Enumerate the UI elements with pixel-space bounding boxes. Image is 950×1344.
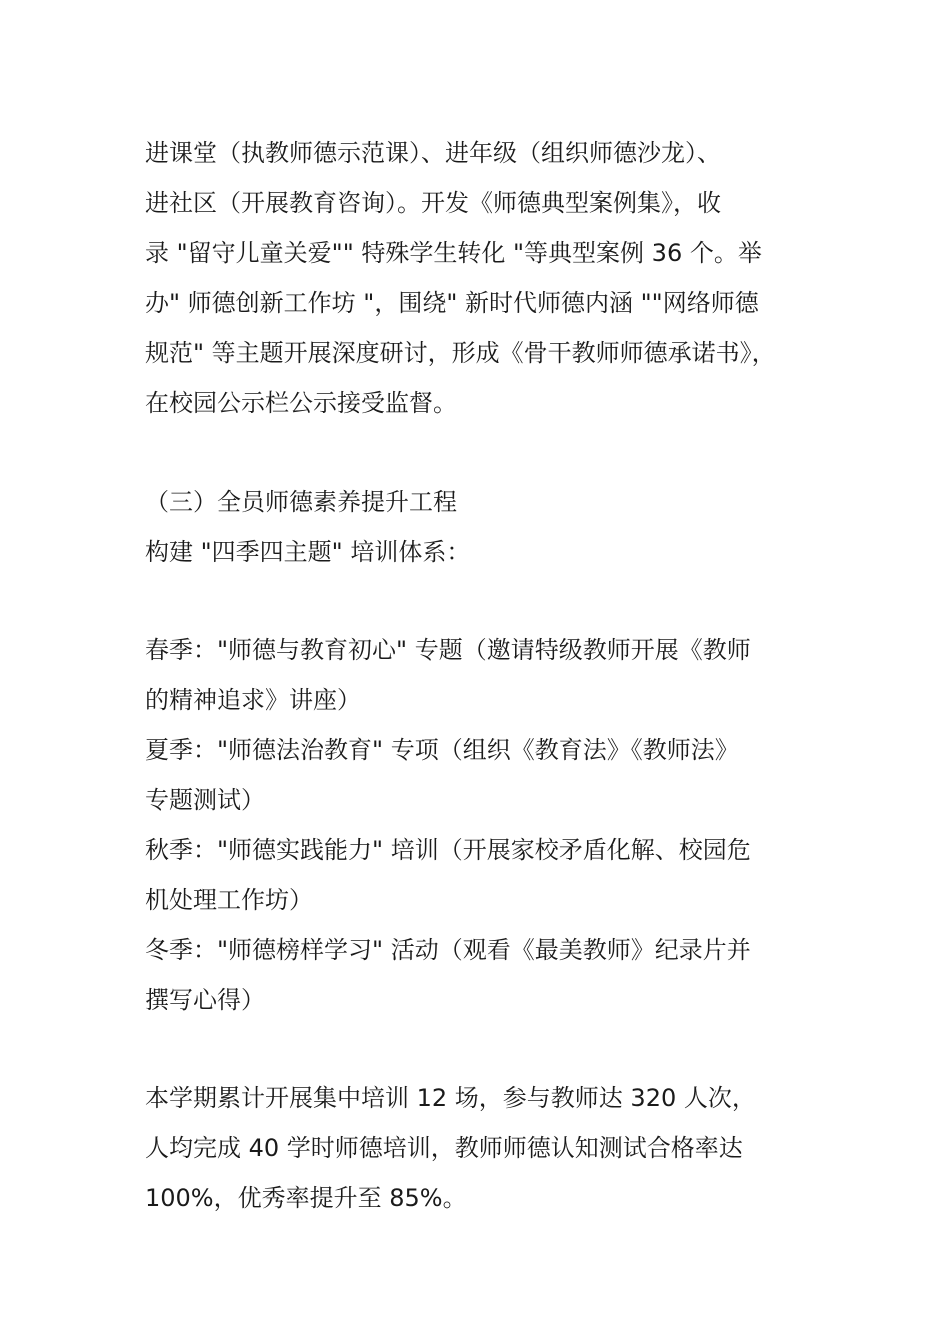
paragraph-line: 进社区（开展教育咨询）。开发《师德典型案例集》，收 bbox=[145, 189, 721, 217]
paragraph-line: 100%，优秀率提升至 85%。 bbox=[145, 1184, 467, 1212]
stats-paragraph bbox=[145, 1073, 845, 1223]
autumn-item-line: 秋季："师德实践能力" 培训（开展家校矛盾化解、校园危 bbox=[145, 836, 751, 864]
spring-item-line: 春季："师德与教育初心" 专题（邀请特级教师开展《教师 bbox=[145, 636, 751, 664]
paragraph-line: 录 "留守儿童关爱"" 特殊学生转化 "等典型案例 36 个。举 bbox=[145, 239, 762, 267]
spring-item-line: 的精神追求》讲座） bbox=[145, 686, 361, 714]
winter-item-line: 撰写心得） bbox=[145, 986, 265, 1014]
section-heading: （三）全员师德素养提升工程 bbox=[145, 488, 457, 516]
winter-item-line: 冬季："师德榜样学习" 活动（观看《最美教师》纪录片并 bbox=[145, 936, 751, 964]
paragraph-line: 规范" 等主题开展深度研讨，形成《骨干教师师德承诺书》， bbox=[145, 339, 776, 367]
section-intro: 构建 "四季四主题" 培训体系： bbox=[145, 538, 471, 566]
summer-item-line: 夏季："师德法治教育" 专项（组织《教育法》《教师法》 bbox=[145, 736, 739, 764]
section-three bbox=[145, 477, 845, 577]
season-training-list bbox=[145, 625, 845, 1025]
paragraph-line: 进课堂（执教师德示范课）、进年级（组织师德沙龙）、 bbox=[145, 139, 721, 167]
paragraph-line: 在校园公示栏公示接受监督。 bbox=[145, 389, 457, 417]
summer-item-line: 专题测试） bbox=[145, 786, 265, 814]
intro-paragraph bbox=[145, 128, 845, 428]
paragraph-line: 办" 师德创新工作坊 "，围绕" 新时代师德内涵 ""网络师德 bbox=[145, 289, 759, 317]
paragraph-line: 人均完成 40 学时师德培训，教师师德认知测试合格率达 bbox=[145, 1134, 743, 1162]
autumn-item-line: 机处理工作坊） bbox=[145, 886, 313, 914]
paragraph-line: 本学期累计开展集中培训 12 场，参与教师达 320 人次， bbox=[145, 1084, 756, 1112]
